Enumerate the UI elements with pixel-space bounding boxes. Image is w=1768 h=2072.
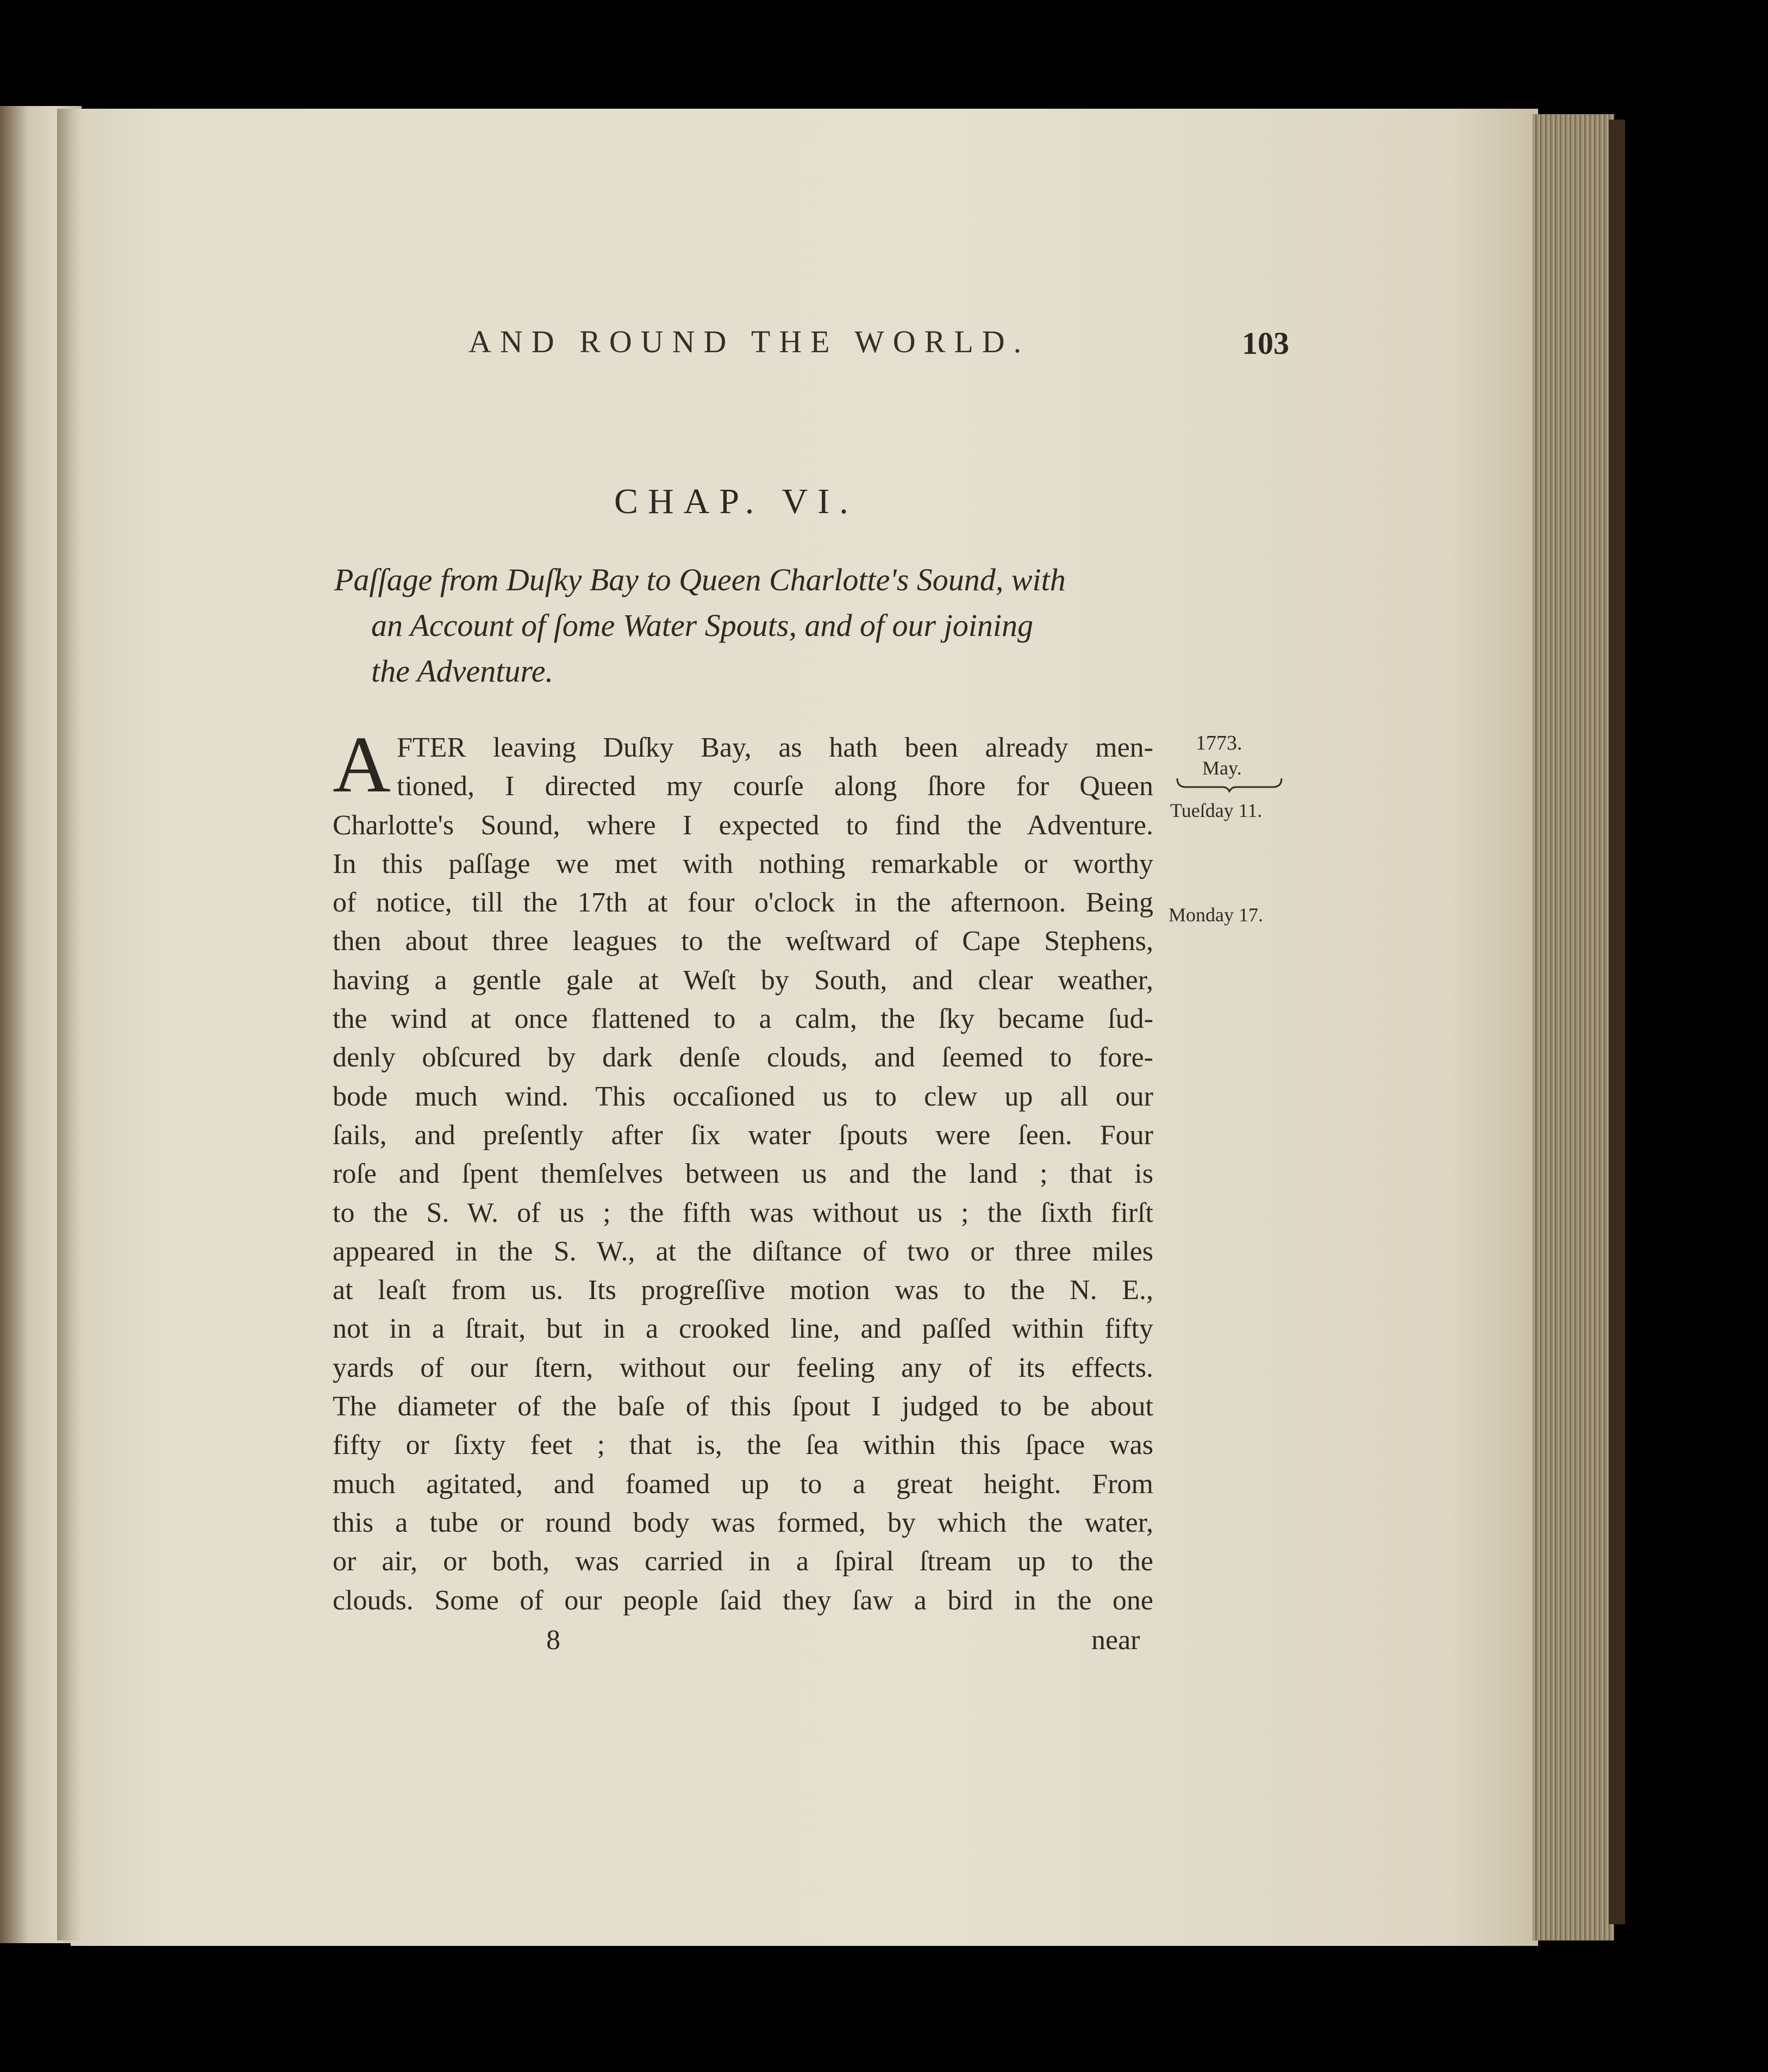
- drop-cap: A: [333, 720, 391, 809]
- subtitle-line: an Account of ſome Water Spouts, and of our joining: [371, 608, 1033, 643]
- book-gutter: [57, 109, 82, 1940]
- text-line: having a gentle gale at Weſt by South, and clear weather,: [333, 964, 1153, 996]
- text-line: yards of our ſtern, without our feeling any of its effects.: [333, 1352, 1153, 1383]
- text-line: this a tube or round body was formed, by which the water,: [333, 1507, 1153, 1538]
- text-line: denly obſcured by dark denſe clouds, and ſeemed to fore-: [333, 1042, 1153, 1074]
- first-lines: [397, 728, 1153, 806]
- text-line: appeared in the S. W., at the diſtance of two or three miles: [333, 1235, 1153, 1267]
- text-line: to the S. W. of us ; the fifth was without us ; the ſixth firſt: [333, 1197, 1153, 1228]
- text-line: Charlotte's Sound, where I expected to find the Adventure.: [333, 809, 1153, 841]
- text-line: clouds. Some of our people ſaid they ſaw a bird in the one: [333, 1584, 1153, 1616]
- text-line: then about three leagues to the weſtward of Cape Stephens,: [333, 926, 1153, 957]
- signature-mark: 8: [546, 1625, 560, 1656]
- text-line: the wind at once flattened to a calm, the ſky became ſud-: [333, 1003, 1153, 1035]
- subtitle-line: the Adventure.: [371, 653, 554, 689]
- text-line: bode much wind. This occaſioned us to clew up all our: [333, 1081, 1153, 1112]
- catchword: near: [1091, 1625, 1140, 1656]
- subtitle-line: Paſſage from Duſky Bay to Queen Charlotte's Sound, with: [334, 562, 1066, 597]
- margin-brace-icon: [1175, 776, 1284, 792]
- text-line: roſe and ſpent themſelves between us and the land ; that is: [333, 1158, 1153, 1190]
- chapter-title: CHAP. VI.: [614, 482, 858, 521]
- text-line: In this paſſage we met with nothing remarkable or worthy: [333, 848, 1153, 879]
- text-line: The diameter of the baſe of this ſpout I judged to be about: [333, 1391, 1153, 1422]
- body-text: [333, 806, 1153, 1620]
- text-line: FTER leaving Duſky Bay, as hath been already men-: [397, 732, 1153, 763]
- page-edges: [1533, 114, 1614, 1940]
- book-cover-edge: [1609, 120, 1625, 1924]
- margin-note-month: May.: [1202, 757, 1242, 779]
- text-line: tioned, I directed my courſe along ſhore for Queen: [397, 771, 1153, 802]
- running-head: AND ROUND THE WORLD.: [468, 324, 1030, 359]
- margin-note-year: 1773.: [1196, 732, 1242, 754]
- margin-note-tuesday: Tueſday 11.: [1170, 800, 1263, 821]
- text-line: of notice, till the 17th at four o'clock in the afternoon. Being: [333, 887, 1153, 919]
- text-line: not in a ſtrait, but in a crooked line, and paſſed within fifty: [333, 1313, 1153, 1345]
- chapter-subtitle: [334, 557, 1155, 694]
- page-number: 103: [1242, 326, 1289, 361]
- text-line: at leaſt from us. Its progreſſive motion was to the N. E.,: [333, 1275, 1153, 1306]
- text-line: ſails, and preſently after ſix water ſpouts were ſeen. Four: [333, 1119, 1153, 1151]
- text-line: fifty or ſixty feet ; that is, the ſea within this ſpace was: [333, 1430, 1153, 1461]
- text-line: or air, or both, was carried in a ſpiral ſtream up to the: [333, 1546, 1153, 1577]
- margin-note-monday: Monday 17.: [1169, 904, 1263, 926]
- text-line: much agitated, and foamed up to a great height. From: [333, 1468, 1153, 1500]
